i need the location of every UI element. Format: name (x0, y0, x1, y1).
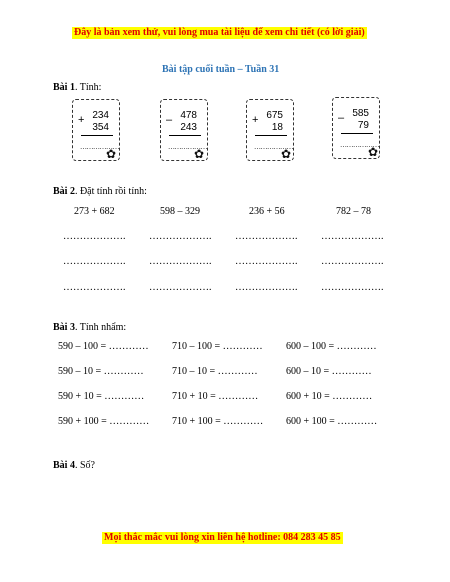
operand-bottom: 79 (357, 120, 369, 131)
answer-dots: ………………. (235, 256, 298, 267)
answer-dots: ………………. (63, 282, 126, 293)
operator: – (166, 114, 173, 126)
mental-math-item: 590 – 10 = ………… (58, 366, 144, 377)
mental-math-item: 710 – 10 = ………… (172, 366, 258, 377)
answer-dots: ………………. (321, 256, 384, 267)
answer-dots: ………………. (63, 256, 126, 267)
page-title: Bài tập cuối tuần – Tuần 31 (162, 64, 280, 75)
operator: – (338, 112, 345, 124)
answer-dots: ………………. (235, 231, 298, 242)
expression: 598 – 329 (160, 206, 200, 217)
flower-icon: ✿ (194, 147, 205, 161)
exercise-3-label: Bài 3 (53, 322, 75, 333)
flower-icon: ✿ (368, 145, 379, 159)
result-line (81, 135, 113, 136)
exercise-1-heading (53, 82, 101, 94)
mental-math-item: 600 – 100 = ………… (286, 341, 377, 352)
hotline-footer: Mọi thắc mắc vui lòng xin liên hệ hotline: 084 283 45 85 (104, 532, 341, 543)
flower-icon: ✿ (281, 147, 292, 161)
operand-top: 234 (92, 110, 109, 121)
answer-dots: ………………. (63, 231, 126, 242)
result-line (255, 135, 287, 136)
exercise-2-label: Bài 2 (53, 186, 75, 197)
answer-dots: ………………. (149, 231, 212, 242)
operand-top: 675 (266, 110, 283, 121)
exercise-3-heading (53, 322, 126, 334)
exercise-2-heading (53, 186, 147, 198)
mental-math-item: 600 – 10 = ………… (286, 366, 372, 377)
expression: 273 + 682 (74, 206, 115, 217)
answer-dots: ……………… (254, 143, 293, 151)
operand-bottom: 18 (271, 122, 283, 133)
mental-math-item: 710 + 100 = ………… (172, 416, 264, 427)
answer-dots: ………………. (149, 282, 212, 293)
exercise-2-instruction: . Đặt tính rồi tính: (74, 186, 147, 197)
result-line (169, 135, 201, 136)
operator: + (252, 114, 259, 126)
answer-dots: ……………… (340, 141, 379, 149)
preview-banner: Đây là bản xem thử, vui lòng mua tài liệu để xem chi tiết (có lời giải) (74, 27, 365, 38)
answer-dots: ………………. (149, 256, 212, 267)
answer-dots: ………………. (235, 282, 298, 293)
flower-icon: ✿ (106, 147, 117, 161)
exercise-4-instruction: . Số? (74, 460, 95, 471)
answer-dots: ……………… (80, 143, 119, 151)
mental-math-item: 590 – 100 = ………… (58, 341, 149, 352)
answer-dots: ………………. (321, 282, 384, 293)
mental-math-item: 600 + 100 = ………… (286, 416, 378, 427)
operand-bottom: 354 (92, 122, 109, 133)
exercise-1-instruction: . Tính: (74, 82, 102, 93)
mental-math-item: 710 + 10 = ………… (172, 391, 259, 402)
result-line (341, 133, 373, 134)
operand-bottom: 243 (180, 122, 197, 133)
operand-top: 585 (352, 108, 369, 119)
answer-dots: ………………. (321, 231, 384, 242)
answer-dots: ……………… (168, 143, 207, 151)
operand-top: 478 (180, 110, 197, 121)
expression: 236 + 56 (249, 206, 285, 217)
expression: 782 – 78 (336, 206, 371, 217)
mental-math-item: 590 + 100 = ………… (58, 416, 150, 427)
exercise-4-heading (53, 460, 95, 472)
exercise-4-label: Bài 4 (53, 460, 75, 471)
exercise-3-instruction: . Tính nhẩm: (74, 322, 127, 333)
mental-math-item: 710 – 100 = ………… (172, 341, 263, 352)
mental-math-item: 600 + 10 = ………… (286, 391, 373, 402)
exercise-1-label: Bài 1 (53, 82, 75, 93)
mental-math-item: 590 + 10 = ………… (58, 391, 145, 402)
operator: + (78, 114, 85, 126)
